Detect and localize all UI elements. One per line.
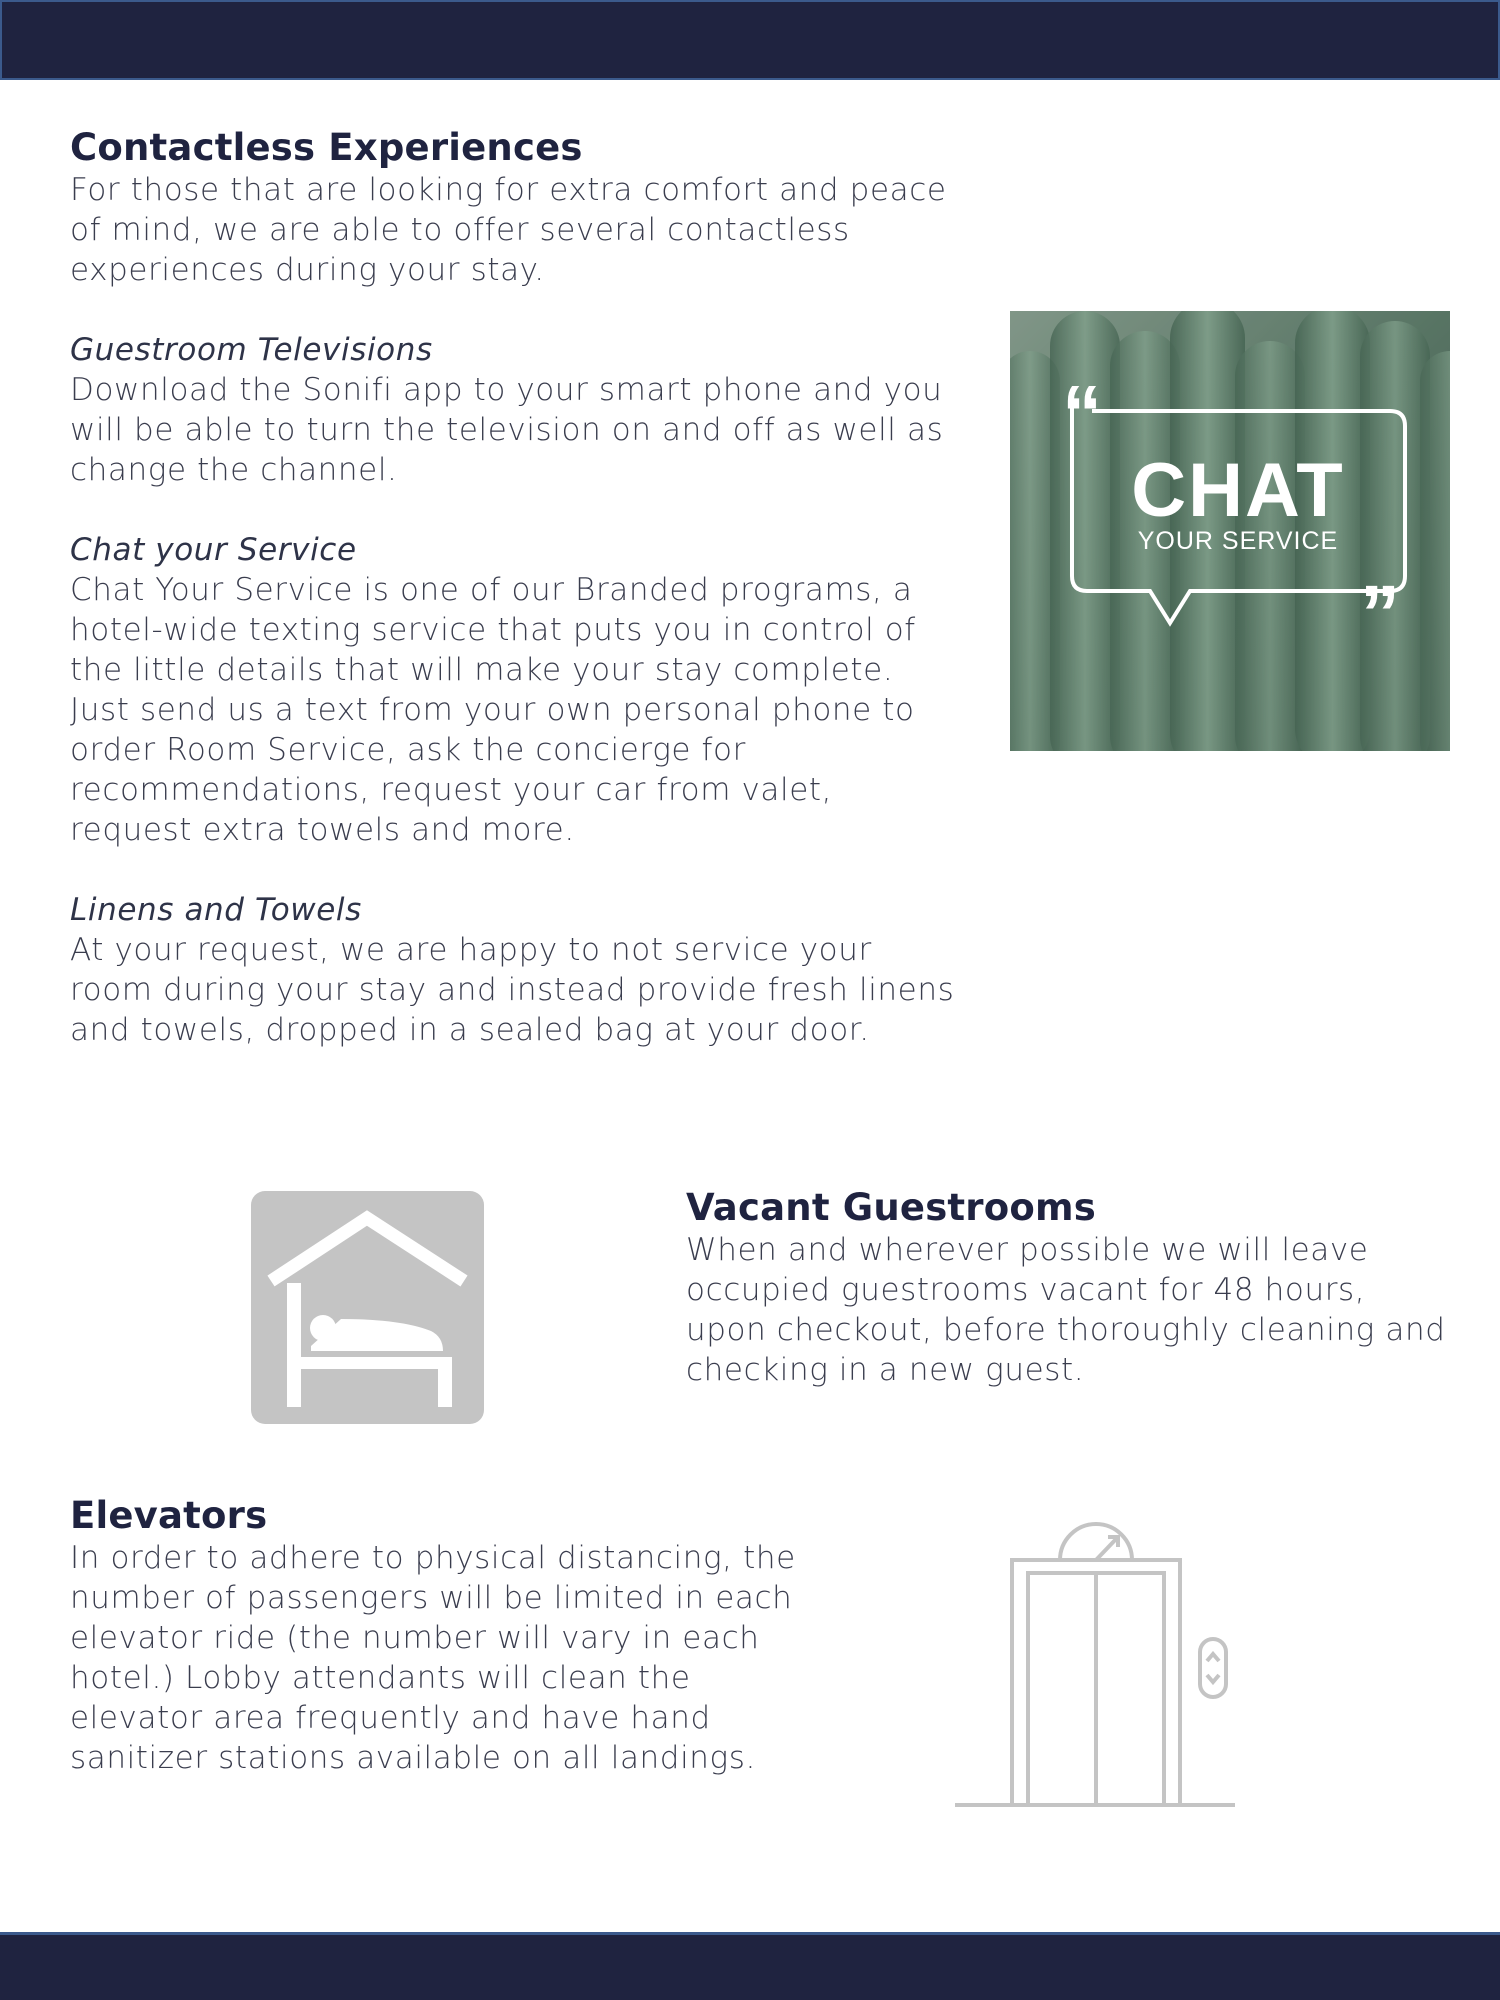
elevators-section <box>70 1494 810 1778</box>
chat-word: CHAT <box>1131 448 1345 533</box>
contactless-heading: Contactless Experiences <box>70 126 583 169</box>
contactless-section <box>70 126 970 1050</box>
tv-text: Download the Sonifi app to your smart phone and you will be able to turn the television on and off as well as change the channel. <box>70 372 944 488</box>
contactless-intro: For those that are looking for extra comfort and peace of mind, we are able to offer several contactless experiences during your stay. <box>70 172 947 288</box>
your-service-word: YOUR SERVICE <box>1137 527 1339 555</box>
chat-your-service-image <box>1010 311 1450 751</box>
tv-subheading: Guestroom Televisions <box>70 332 433 368</box>
cactus-photo <box>1010 311 1450 751</box>
open-quote-icon: “ <box>1062 369 1102 458</box>
elevator-icon <box>950 1515 1240 1815</box>
linens-text: At your request, we are happy to not service your room during your stay and instead provide fresh linens and towels, dropped in a sealed bag at your door. <box>70 932 955 1048</box>
vacant-text: When and wherever possible we will leave occupied guestrooms vacant for 48 hours, upon checkout, before thoroughly cleaning and checking in a new guest. <box>686 1232 1446 1388</box>
vacant-guestrooms-section <box>686 1186 1446 1390</box>
top-banner <box>0 0 1500 80</box>
chat-text: Chat Your Service is one of our Branded programs, a hotel-wide texting service that puts you in control of the little details that will make your stay complete. Just send us a text from your own personal phone to order Room Service, ask the concierge for recommendations, request your car from valet, request extra towels and more. <box>70 572 916 848</box>
linens-subheading: Linens and Towels <box>70 892 362 928</box>
bottom-banner <box>0 1932 1500 2000</box>
close-quote-icon: ” <box>1360 569 1400 658</box>
elevators-heading: Elevators <box>70 1494 268 1537</box>
bed-under-roof-icon <box>251 1191 484 1424</box>
vacant-heading: Vacant Guestrooms <box>686 1186 1096 1229</box>
chat-subheading: Chat your Service <box>70 532 357 568</box>
elevators-text: In order to adhere to physical distancing, the number of passengers will be limited in each elevator ride (the number will vary in each hotel.) Lobby attendants will clean the elevator area frequently and have hand sanitizer stations available on all landings. <box>70 1540 796 1776</box>
